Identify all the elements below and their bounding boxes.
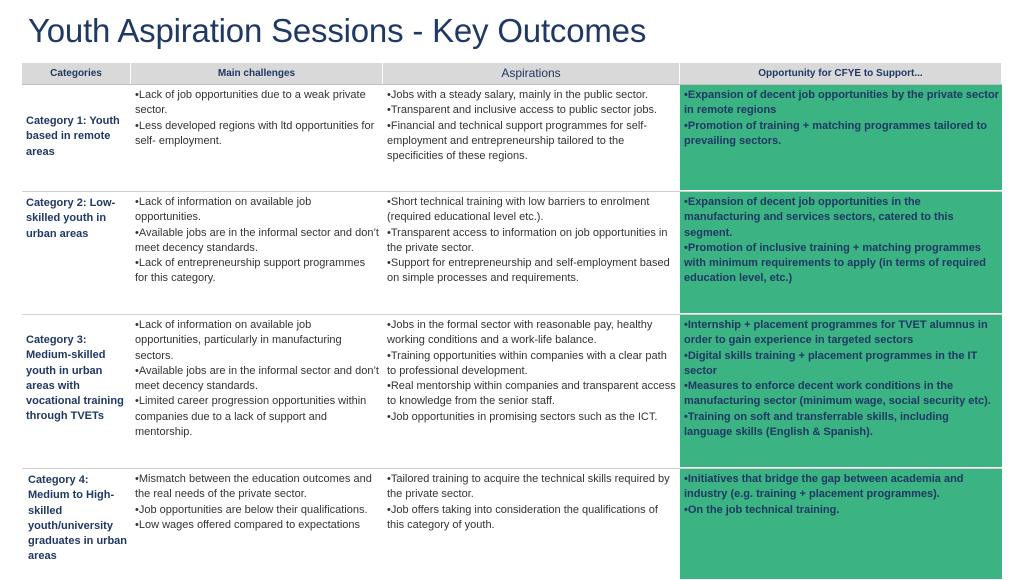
list-item: •Job offers taking into consideration the qualifications of this category of youth.: [387, 503, 658, 531]
category-cell: Category 1: Youth based in remote areas: [26, 115, 120, 158]
opportunities-cell: [680, 469, 1002, 580]
list-item: •Available jobs are in the informal sector and don’t meet decency standards.: [135, 364, 379, 393]
opportunities-cell: [680, 315, 1002, 468]
header-opportunity: Opportunity for CFYE to Support...: [680, 63, 1002, 84]
list-item: •Job opportunities are below their qualifications.: [135, 503, 368, 516]
list-item: •Jobs with a steady salary, mainly in the public sector.: [387, 89, 649, 101]
list-item: •Expansion of decent job opportunities by the private sector in remote regions: [684, 89, 999, 117]
list-item: •Mismatch between the education outcomes and the real needs of the private sector.: [135, 473, 372, 501]
list-item: •Available jobs are in the informal sector and don’t meet decency standards.: [135, 226, 379, 254]
list-item: •Less developed regions with ltd opportunities for self- employment.: [135, 119, 375, 147]
list-item: •Internship + placement programmes for TVET alumnus in order to gain experience in targeted sectors: [684, 319, 988, 347]
aspirations-cell: [383, 315, 680, 468]
opportunities-cell: [680, 192, 1002, 314]
category-cell: Category 4: Medium to High-skilled youth/university graduates in urban areas: [28, 474, 128, 563]
table-row: [22, 192, 1002, 315]
challenges-cell: [131, 315, 383, 468]
list-item: •Transparent access to information on job opportunities in the private sector.: [387, 226, 668, 254]
challenges-cell: [131, 192, 383, 314]
list-item: •Expansion of decent job opportunities in the manufacturing and services sectors, catered to this segment.: [684, 196, 954, 239]
header-main-challenges: Main challenges: [131, 63, 383, 84]
table-header: [22, 63, 1002, 85]
aspirations-cell: [383, 192, 680, 314]
aspirations-cell: [383, 85, 680, 191]
challenges-cell: [131, 469, 383, 580]
table-row: [22, 469, 1002, 580]
list-item: •Lack of information on available job opportunities, particularly in manufacturing sectors.: [135, 319, 342, 362]
list-item: •Limited career progression opportunities within companies due to a lack of support and mentorship.: [135, 395, 367, 439]
page-title: Youth Aspiration Sessions - Key Outcomes: [28, 12, 647, 49]
challenges-cell: [131, 85, 383, 191]
list-item: •Promotion of inclusive training + matching programmes with minimum requirements to apply (in terms of required education level, etc.): [684, 241, 986, 285]
aspirations-cell: [383, 469, 680, 580]
table-row: [22, 315, 1002, 469]
list-item: •Digital skills training + placement programmes in the IT sector: [684, 349, 978, 377]
list-item: •Real mentorship within companies and transparent access to knowledge from the senior staff.: [387, 380, 676, 408]
list-item: •Lack of information on available job opportunities.: [135, 196, 312, 224]
list-item: •Measures to enforce decent work conditions in the manufacturing sector (minimum wage, social security etc).: [684, 380, 991, 408]
list-item: •Low wages offered compared to expectations: [135, 518, 361, 531]
category-cell: Category 3: Medium-skilled youth in urban areas with vocational training through TVETs: [26, 334, 124, 423]
list-item: •Financial and technical support programmes for self-employment and entrepreneurship tailored to the specificities of these regions.: [387, 119, 648, 163]
list-item: •Jobs in the formal sector with reasonable pay, healthy working conditions and a work-life balance.: [387, 319, 653, 347]
list-item: •Training on soft and transferrable skills, including language skills (English & Spanish).: [684, 410, 949, 439]
list-item: •Tailored training to acquire the technical skills required by the private sector.: [387, 473, 670, 501]
outcomes-table: [22, 63, 1002, 580]
list-item: •Promotion of training + matching programmes tailored to prevailing sectors.: [684, 119, 988, 147]
category-cell: Category 2: Low-skilled youth in urban areas: [26, 197, 116, 240]
header-aspirations: Aspirations: [383, 63, 680, 84]
list-item: •Short technical training with low barriers to enrolment (required educational level etc.).: [387, 196, 650, 224]
list-item: •Support for entrepreneurship and self-employment based on simple processes and requirements.: [387, 257, 670, 285]
header-categories: Categories: [22, 63, 131, 84]
list-item: •Job opportunities in promising sectors such as the ICT.: [387, 410, 658, 423]
list-item: •Lack of job opportunities due to a weak private sector.: [135, 89, 366, 117]
list-item: •Transparent and inclusive access to public sector jobs.: [387, 104, 658, 117]
list-item: •Training opportunities within companies with a clear path to professional development.: [387, 349, 667, 377]
table-row: [22, 85, 1002, 192]
list-item: •On the job technical training.: [684, 503, 840, 516]
opportunities-cell: [680, 85, 1002, 191]
list-item: •Initiatives that bridge the gap between academia and industry (e.g. training + placement programmes).: [684, 473, 964, 501]
list-item: •Lack of entrepreneurship support programmes for this category.: [135, 257, 366, 285]
